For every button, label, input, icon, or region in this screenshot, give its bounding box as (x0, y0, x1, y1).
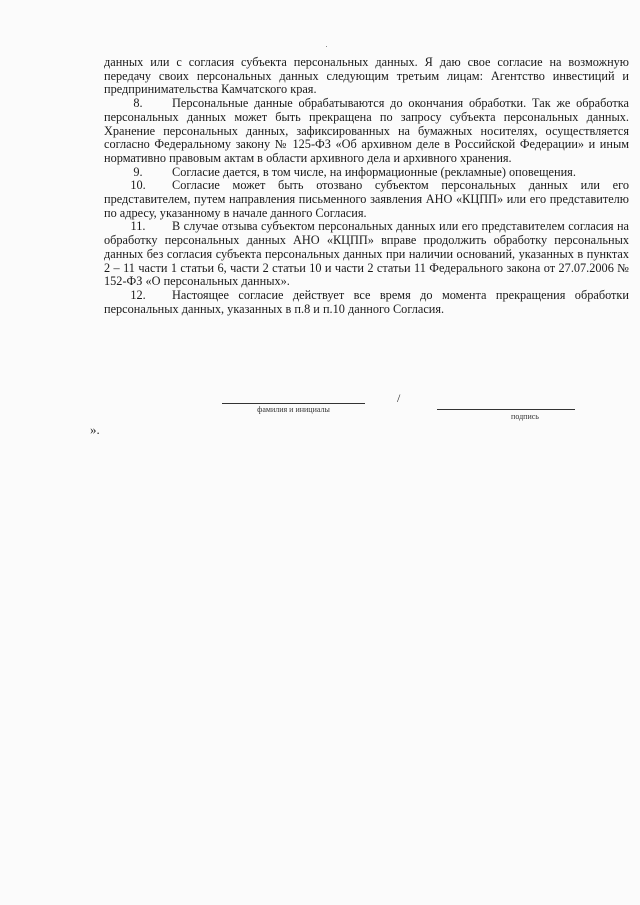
paragraph-9 (104, 166, 629, 180)
paragraph-8 (104, 97, 629, 166)
paragraph-text: Согласие дается, в том числе, на информационные (рекламные) оповещения. (172, 164, 576, 179)
paragraph-text: Персональные данные обрабатываются до окончания обработки. Так же обработка персональных данных может быть прекращена по запросу субъекта персональных данных. Хранение персональных данных, зафиксированных на бумажных носителях, осуществляется согласно Федеральному закону № 125-ФЗ «Об архивном деле в Российской Федерации» и иным нормативно правовым актам в области архивного дела и архивного хранения. (104, 96, 629, 165)
paragraph-11 (104, 220, 629, 289)
paragraph-number: 12. (130, 287, 146, 302)
name-signature-line (222, 403, 365, 404)
paragraph-text: Настоящее согласие действует все время до момента прекращения обработки персональных данных, указанных в п.8 и п.10 данного Согласия. (104, 287, 629, 316)
paragraph-number: 8. (133, 96, 143, 111)
paragraph-text: Согласие может быть отозвано субъектом персональных данных или его представителем, путем направления письменного заявления АНО «КЦПП» или его представителю по адресу, указанному в начале данного Согласия. (104, 178, 629, 220)
paragraph-12 (104, 289, 629, 316)
paragraph-text: В случае отзыва субъектом персональных данных или его представителем согласия на обработку персональных данных АНО «КЦПП» вправе продолжить обработку персональных данных без согласия субъекта персональных данных при наличии оснований, указанных в пунктах 2 – 11 части 1 статьи 6, части 2 статьи 10 и части 2 статьи 11 Федерального закона от 27.07.2006 № 152-ФЗ «О персональных данных». (104, 219, 629, 289)
consent-text-body (104, 56, 629, 316)
signature-caption: подпись (511, 412, 539, 421)
closing-mark: ». (90, 422, 100, 437)
signature-line (437, 409, 575, 410)
signature-separator: / (397, 391, 401, 405)
paragraph-continuation (104, 56, 629, 97)
paragraph-number: 9. (133, 164, 143, 179)
paragraph-10 (104, 179, 629, 220)
name-caption: фамилия и инициалы (257, 405, 330, 414)
paragraph-number: 11. (130, 219, 146, 234)
paragraph-text: данных или с согласия субъекта персональных данных. Я даю свое согласие на возможную передачу своих персональных данных следующим третьим лицам: Агентство инвестиций и предпринимательства Камчатского края. (104, 55, 629, 97)
scan-speck (326, 46, 327, 47)
paragraph-number: 10. (130, 178, 146, 193)
